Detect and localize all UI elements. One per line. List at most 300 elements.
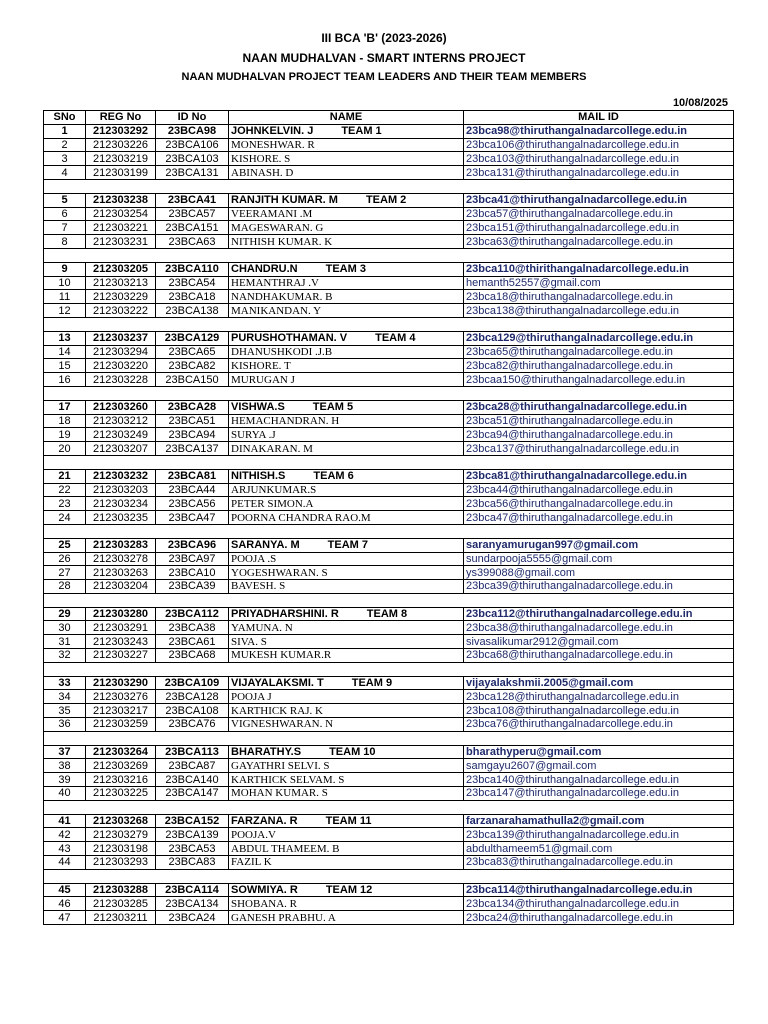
name-text: KARTHICK RAJ. K [231, 704, 323, 717]
name-text: HEMANTHRAJ .V [231, 276, 319, 289]
mail-id-text: ys399088@gmail.com [466, 566, 575, 579]
name-cell [229, 400, 464, 414]
team-label: TEAM 12 [325, 884, 373, 897]
id-no-cell [156, 635, 229, 649]
id-no-cell [156, 428, 229, 442]
reg-no-cell [86, 304, 156, 318]
team-table [43, 110, 734, 925]
name-cell [229, 566, 464, 580]
name-cell [229, 842, 464, 856]
reg-no-cell [86, 649, 156, 663]
name-cell [229, 814, 464, 828]
mail-id-cell [464, 787, 734, 801]
reg-no-text: 212303229 [92, 290, 149, 303]
sno-text: 46 [58, 897, 71, 910]
separator-cell [44, 455, 734, 469]
reg-no-text: 212303212 [92, 414, 149, 427]
sno-text: 17 [58, 401, 71, 414]
mail-id-cell [464, 428, 734, 442]
mail-id-cell [464, 152, 734, 166]
name-text: NANDHAKUMAR. B [231, 290, 333, 303]
name-text: FAZIL K [231, 856, 272, 869]
reg-no-cell [86, 497, 156, 511]
id-no-text: 23BCA114 [165, 884, 219, 897]
sno-cell [44, 538, 86, 552]
reg-no-text: 212303231 [92, 235, 149, 248]
sno-text: 42 [58, 828, 71, 841]
reg-no-cell [86, 607, 156, 621]
name-cell [229, 883, 464, 897]
team-label: TEAM 5 [312, 401, 354, 414]
name-text: ABDUL THAMEEM. B [231, 842, 340, 855]
mail-id-text: 23bca129@thiruthangalnadarcollege.edu.in [466, 332, 694, 345]
reg-no-cell [86, 235, 156, 249]
name-text: POOJA.V [231, 828, 276, 841]
separator-cell [44, 317, 734, 331]
sno-cell [44, 166, 86, 180]
reg-no-cell [86, 842, 156, 856]
mail-id-text: hemanth52557@gmail.com [466, 276, 601, 289]
team-member-row [44, 635, 734, 649]
mail-id-text: 23bca28@thiruthangalnadarcollege.edu.in [466, 401, 688, 414]
reg-no-text: 212303293 [92, 856, 149, 869]
name-cell [229, 621, 464, 635]
id-no-cell [156, 607, 229, 621]
id-no-text: 23BCA109 [164, 677, 220, 690]
reg-no-cell [86, 152, 156, 166]
team-separator [44, 593, 734, 607]
reg-no-text: 212303216 [92, 773, 149, 786]
reg-no-cell [86, 428, 156, 442]
sno-cell [44, 304, 86, 318]
name-text: CHANDRU.N [231, 263, 298, 276]
sno-text: 23 [58, 497, 71, 510]
name-cell [229, 828, 464, 842]
name-text: VIJAYALAKSMI. T [231, 677, 324, 690]
name-text: MUKESH KUMAR.R [231, 649, 332, 662]
name-text: SURYA .J [231, 428, 276, 441]
mail-id-cell [464, 718, 734, 732]
sno-text: 2 [61, 138, 68, 151]
reg-no-cell [86, 373, 156, 387]
sno-cell [44, 897, 86, 911]
id-no-text: 23BCA113 [165, 746, 219, 759]
id-no-cell [156, 483, 229, 497]
id-no-text: 23BCA68 [168, 649, 216, 662]
mail-id-cell [464, 290, 734, 304]
mail-id-text: sivasalikumar2912@gmail.com [466, 635, 619, 648]
reg-no-text: 212303211 [93, 911, 148, 924]
id-no-cell [156, 718, 229, 732]
sno-cell [44, 745, 86, 759]
mail-id-text: 23bca57@thiruthangalnadarcollege.edu.in [466, 207, 673, 220]
team-leader-row [44, 538, 734, 552]
name-cell [229, 373, 464, 387]
team-member-row [44, 359, 734, 373]
name-cell [229, 442, 464, 456]
team-label: TEAM 8 [366, 608, 408, 621]
mail-id-text: vijayalakshmii.2005@gmail.com [466, 677, 634, 690]
id-no-text: 23BCA106 [165, 138, 219, 151]
reg-no-cell [86, 676, 156, 690]
mail-id-text: 23bca98@thiruthangalnadarcollege.edu.in [466, 125, 688, 138]
team-separator [44, 248, 734, 262]
id-no-text: 23BCA81 [167, 470, 217, 483]
id-no-cell [156, 814, 229, 828]
id-no-cell [156, 566, 229, 580]
mail-id-cell [464, 276, 734, 290]
id-no-text: 23BCA38 [168, 621, 216, 634]
mail-id-cell [464, 745, 734, 759]
mail-id-text: 23bca110@thirithangalnadarcollege.edu.in [466, 263, 689, 276]
team-member-row [44, 759, 734, 773]
id-no-cell [156, 883, 229, 897]
id-no-cell [156, 359, 229, 373]
team-separator [44, 317, 734, 331]
reg-no-cell [86, 138, 156, 152]
mail-id-cell [464, 635, 734, 649]
sno-cell [44, 483, 86, 497]
team-member-row [44, 304, 734, 318]
reg-no-cell [86, 414, 156, 428]
sno-text: 34 [58, 690, 71, 703]
sno-cell [44, 193, 86, 207]
name-cell [229, 483, 464, 497]
sno-text: 10 [58, 276, 71, 289]
sno-text: 14 [58, 345, 71, 358]
col-header-reg-no: REG No [86, 111, 156, 125]
mail-id-cell [464, 911, 734, 925]
name-cell [229, 676, 464, 690]
sno-cell [44, 635, 86, 649]
id-no-cell [156, 138, 229, 152]
team-member-row [44, 152, 734, 166]
reg-no-text: 212303249 [92, 428, 149, 441]
team-leader-row [44, 124, 734, 138]
name-text: DINAKARAN. M [231, 442, 313, 455]
team-leader-row [44, 262, 734, 276]
sno-cell [44, 759, 86, 773]
sno-cell [44, 580, 86, 594]
reg-no-text: 212303227 [92, 649, 149, 662]
sno-text: 33 [58, 677, 71, 690]
team-member-row [44, 552, 734, 566]
sno-text: 22 [58, 483, 71, 496]
team-member-row [44, 621, 734, 635]
mail-id-cell [464, 400, 734, 414]
id-no-cell [156, 152, 229, 166]
reg-no-cell [86, 166, 156, 180]
name-cell [229, 359, 464, 373]
name-cell [229, 649, 464, 663]
name-text: GANESH PRABHU. A [231, 911, 336, 924]
name-cell [229, 538, 464, 552]
mail-id-cell [464, 552, 734, 566]
name-text: PRIYADHARSHINI. R [231, 608, 339, 621]
mail-id-text: farzanarahamathulla2@gmail.com [466, 815, 645, 828]
id-no-text: 23BCA39 [168, 580, 216, 593]
separator-cell [44, 869, 734, 883]
name-text: RANJITH KUMAR. M [231, 194, 338, 207]
sno-cell [44, 469, 86, 483]
id-no-cell [156, 373, 229, 387]
sno-text: 39 [58, 773, 71, 786]
team-member-row [44, 690, 734, 704]
name-text: BAVESH. S [231, 580, 286, 593]
id-no-text: 23BCA150 [165, 373, 219, 386]
mail-id-cell [464, 193, 734, 207]
id-no-text: 23BCA24 [168, 911, 216, 924]
team-separator [44, 455, 734, 469]
reg-no-cell [86, 814, 156, 828]
team-member-row [44, 483, 734, 497]
team-member-row [44, 580, 734, 594]
sno-cell [44, 690, 86, 704]
team-separator [44, 662, 734, 676]
reg-no-cell [86, 856, 156, 870]
reg-no-cell [86, 787, 156, 801]
mail-id-text: 23bca106@thiruthangalnadarcollege.edu.in [466, 138, 679, 151]
id-no-text: 23BCA110 [165, 263, 219, 276]
page-title: III BCA 'B' (2023-2026) [321, 31, 447, 45]
mail-id-cell [464, 566, 734, 580]
reg-no-text: 212303232 [92, 470, 149, 483]
id-no-cell [156, 828, 229, 842]
mail-id-text: 23bca65@thiruthangalnadarcollege.edu.in [466, 345, 673, 358]
team-member-row [44, 704, 734, 718]
mail-id-cell [464, 856, 734, 870]
sno-text: 9 [61, 263, 68, 276]
id-no-cell [156, 304, 229, 318]
mail-id-text: 23bca108@thiruthangalnadarcollege.edu.in [466, 704, 679, 717]
reg-no-cell [86, 690, 156, 704]
id-no-cell [156, 911, 229, 925]
reg-no-text: 212303221 [92, 221, 149, 234]
id-no-text: 23BCA47 [168, 511, 216, 524]
mail-id-text: abdulthameem51@gmail.com [466, 842, 613, 855]
id-no-cell [156, 897, 229, 911]
id-no-text: 23BCA56 [168, 497, 216, 510]
name-cell [229, 166, 464, 180]
team-member-row [44, 442, 734, 456]
sno-text: 24 [58, 511, 71, 524]
team-member-row [44, 207, 734, 221]
name-cell [229, 511, 464, 525]
reg-no-text: 212303228 [92, 373, 149, 386]
sno-text: 29 [58, 608, 71, 621]
id-no-text: 23BCA65 [168, 345, 216, 358]
name-text: PURUSHOTHAMAN. V [231, 332, 348, 345]
name-cell [229, 304, 464, 318]
reg-no-text: 212303199 [92, 166, 149, 179]
sno-text: 37 [58, 746, 71, 759]
sno-cell [44, 345, 86, 359]
team-member-row [44, 773, 734, 787]
name-text: PETER SIMON.A [231, 497, 314, 510]
sno-text: 27 [58, 566, 71, 579]
mail-id-cell [464, 828, 734, 842]
reg-no-cell [86, 262, 156, 276]
mail-id-text: 23bca114@thiruthangalnadarcollege.edu.in [466, 884, 693, 897]
id-no-cell [156, 745, 229, 759]
id-no-cell [156, 442, 229, 456]
sno-text: 20 [58, 442, 71, 455]
name-text: NITHISH KUMAR. K [231, 235, 333, 248]
name-text: MOHAN KUMAR. S [231, 787, 328, 800]
reg-no-text: 212303243 [92, 635, 149, 648]
reg-no-text: 212303234 [92, 497, 149, 510]
mail-id-cell [464, 138, 734, 152]
reg-no-cell [86, 718, 156, 732]
id-no-text: 23BCA76 [168, 718, 216, 731]
reg-no-text: 212303205 [92, 263, 149, 276]
reg-no-text: 212303226 [92, 138, 149, 151]
team-leader-row [44, 883, 734, 897]
sno-text: 11 [58, 290, 71, 303]
id-no-cell [156, 400, 229, 414]
sno-text: 25 [58, 539, 71, 552]
id-no-text: 23BCA87 [168, 759, 216, 772]
sno-text: 19 [58, 428, 71, 441]
mail-id-cell [464, 676, 734, 690]
reg-no-text: 212303268 [92, 815, 149, 828]
mail-id-text: 23bca94@thiruthangalnadarcollege.edu.in [466, 428, 673, 441]
mail-id-text: 23bca47@thiruthangalnadarcollege.edu.in [466, 511, 673, 524]
team-member-row [44, 911, 734, 925]
name-text: ARJUNKUMAR.S [231, 483, 317, 496]
mail-id-cell [464, 235, 734, 249]
mail-id-text: 23bcaa150@thiruthangalnadarcollege.edu.in [466, 373, 686, 386]
sno-text: 12 [58, 304, 71, 317]
mail-id-text: 23bca147@thiruthangalnadarcollege.edu.in [466, 787, 679, 800]
name-cell [229, 897, 464, 911]
mail-id-text: 23bca81@thiruthangalnadarcollege.edu.in [466, 470, 688, 483]
team-member-row [44, 718, 734, 732]
sno-cell [44, 400, 86, 414]
mail-id-text: 23bca18@thiruthangalnadarcollege.edu.in [466, 290, 673, 303]
sno-cell [44, 442, 86, 456]
sno-cell [44, 152, 86, 166]
separator-cell [44, 731, 734, 745]
name-cell [229, 552, 464, 566]
id-no-text: 23BCA28 [167, 401, 217, 414]
id-no-text: 23BCA147 [165, 787, 219, 800]
id-no-cell [156, 538, 229, 552]
team-member-row [44, 497, 734, 511]
id-no-text: 23BCA18 [168, 290, 216, 303]
mail-id-text: 23bca151@thiruthangalnadarcollege.edu.in [466, 221, 679, 234]
sno-cell [44, 773, 86, 787]
name-cell [229, 704, 464, 718]
id-no-cell [156, 193, 229, 207]
mail-id-cell [464, 814, 734, 828]
name-text: MONESHWAR. R [231, 138, 315, 151]
team-member-row [44, 373, 734, 387]
mail-id-cell [464, 345, 734, 359]
id-no-text: 23BCA10 [168, 566, 216, 579]
mail-id-text: 23bca83@thiruthangalnadarcollege.edu.in [466, 856, 673, 869]
name-text: POORNA CHANDRA RAO.M [231, 511, 371, 524]
team-member-row [44, 856, 734, 870]
id-no-text: 23BCA139 [165, 828, 219, 841]
reg-no-cell [86, 193, 156, 207]
id-no-text: 23BCA54 [168, 276, 216, 289]
separator-cell [44, 524, 734, 538]
id-no-cell [156, 469, 229, 483]
id-no-cell [156, 787, 229, 801]
document-date: 10/08/2025 [672, 97, 728, 109]
name-cell [229, 607, 464, 621]
separator-cell [44, 248, 734, 262]
team-member-row [44, 649, 734, 663]
sno-cell [44, 552, 86, 566]
id-no-text: 23BCA94 [168, 428, 216, 441]
name-text: YAMUNA. N [231, 621, 293, 634]
name-text: SARANYA. M [231, 539, 300, 552]
team-member-row [44, 166, 734, 180]
sno-cell [44, 828, 86, 842]
mail-id-cell [464, 166, 734, 180]
id-no-cell [156, 511, 229, 525]
mail-id-cell [464, 359, 734, 373]
sno-text: 26 [58, 552, 71, 565]
name-cell [229, 207, 464, 221]
reg-no-cell [86, 290, 156, 304]
sno-cell [44, 497, 86, 511]
name-cell [229, 152, 464, 166]
sno-cell [44, 787, 86, 801]
sno-cell [44, 359, 86, 373]
mail-id-cell [464, 414, 734, 428]
mail-id-cell [464, 773, 734, 787]
team-member-row [44, 345, 734, 359]
mail-id-text: 23bca128@thiruthangalnadarcollege.edu.in [466, 690, 679, 703]
id-no-cell [156, 166, 229, 180]
team-member-row [44, 511, 734, 525]
reg-no-text: 212303198 [92, 842, 149, 855]
mail-id-cell [464, 124, 734, 138]
reg-no-cell [86, 538, 156, 552]
reg-no-text: 212303291 [92, 621, 149, 634]
name-cell [229, 718, 464, 732]
name-text: JOHNKELVIN. J [231, 125, 314, 138]
mail-id-text: 23bca137@thiruthangalnadarcollege.edu.in [466, 442, 679, 455]
id-no-text: 23BCA138 [165, 304, 219, 317]
team-member-row [44, 566, 734, 580]
reg-no-cell [86, 828, 156, 842]
sno-text: 40 [58, 787, 71, 800]
mail-id-cell [464, 483, 734, 497]
mail-id-cell [464, 262, 734, 276]
team-member-row [44, 842, 734, 856]
team-member-row [44, 276, 734, 290]
team-label: TEAM 9 [351, 677, 393, 690]
team-separator [44, 386, 734, 400]
reg-no-cell [86, 511, 156, 525]
reg-no-cell [86, 773, 156, 787]
reg-no-text: 212303292 [92, 125, 149, 138]
mail-id-cell [464, 442, 734, 456]
name-text: MURUGAN J [231, 373, 295, 386]
id-no-text: 23BCA97 [168, 552, 216, 565]
sno-cell [44, 718, 86, 732]
mail-id-text: 23bca138@thiruthangalnadarcollege.edu.in [466, 304, 679, 317]
id-no-cell [156, 580, 229, 594]
id-no-cell [156, 221, 229, 235]
sno-text: 41 [58, 815, 71, 828]
separator-cell [44, 386, 734, 400]
name-cell [229, 759, 464, 773]
